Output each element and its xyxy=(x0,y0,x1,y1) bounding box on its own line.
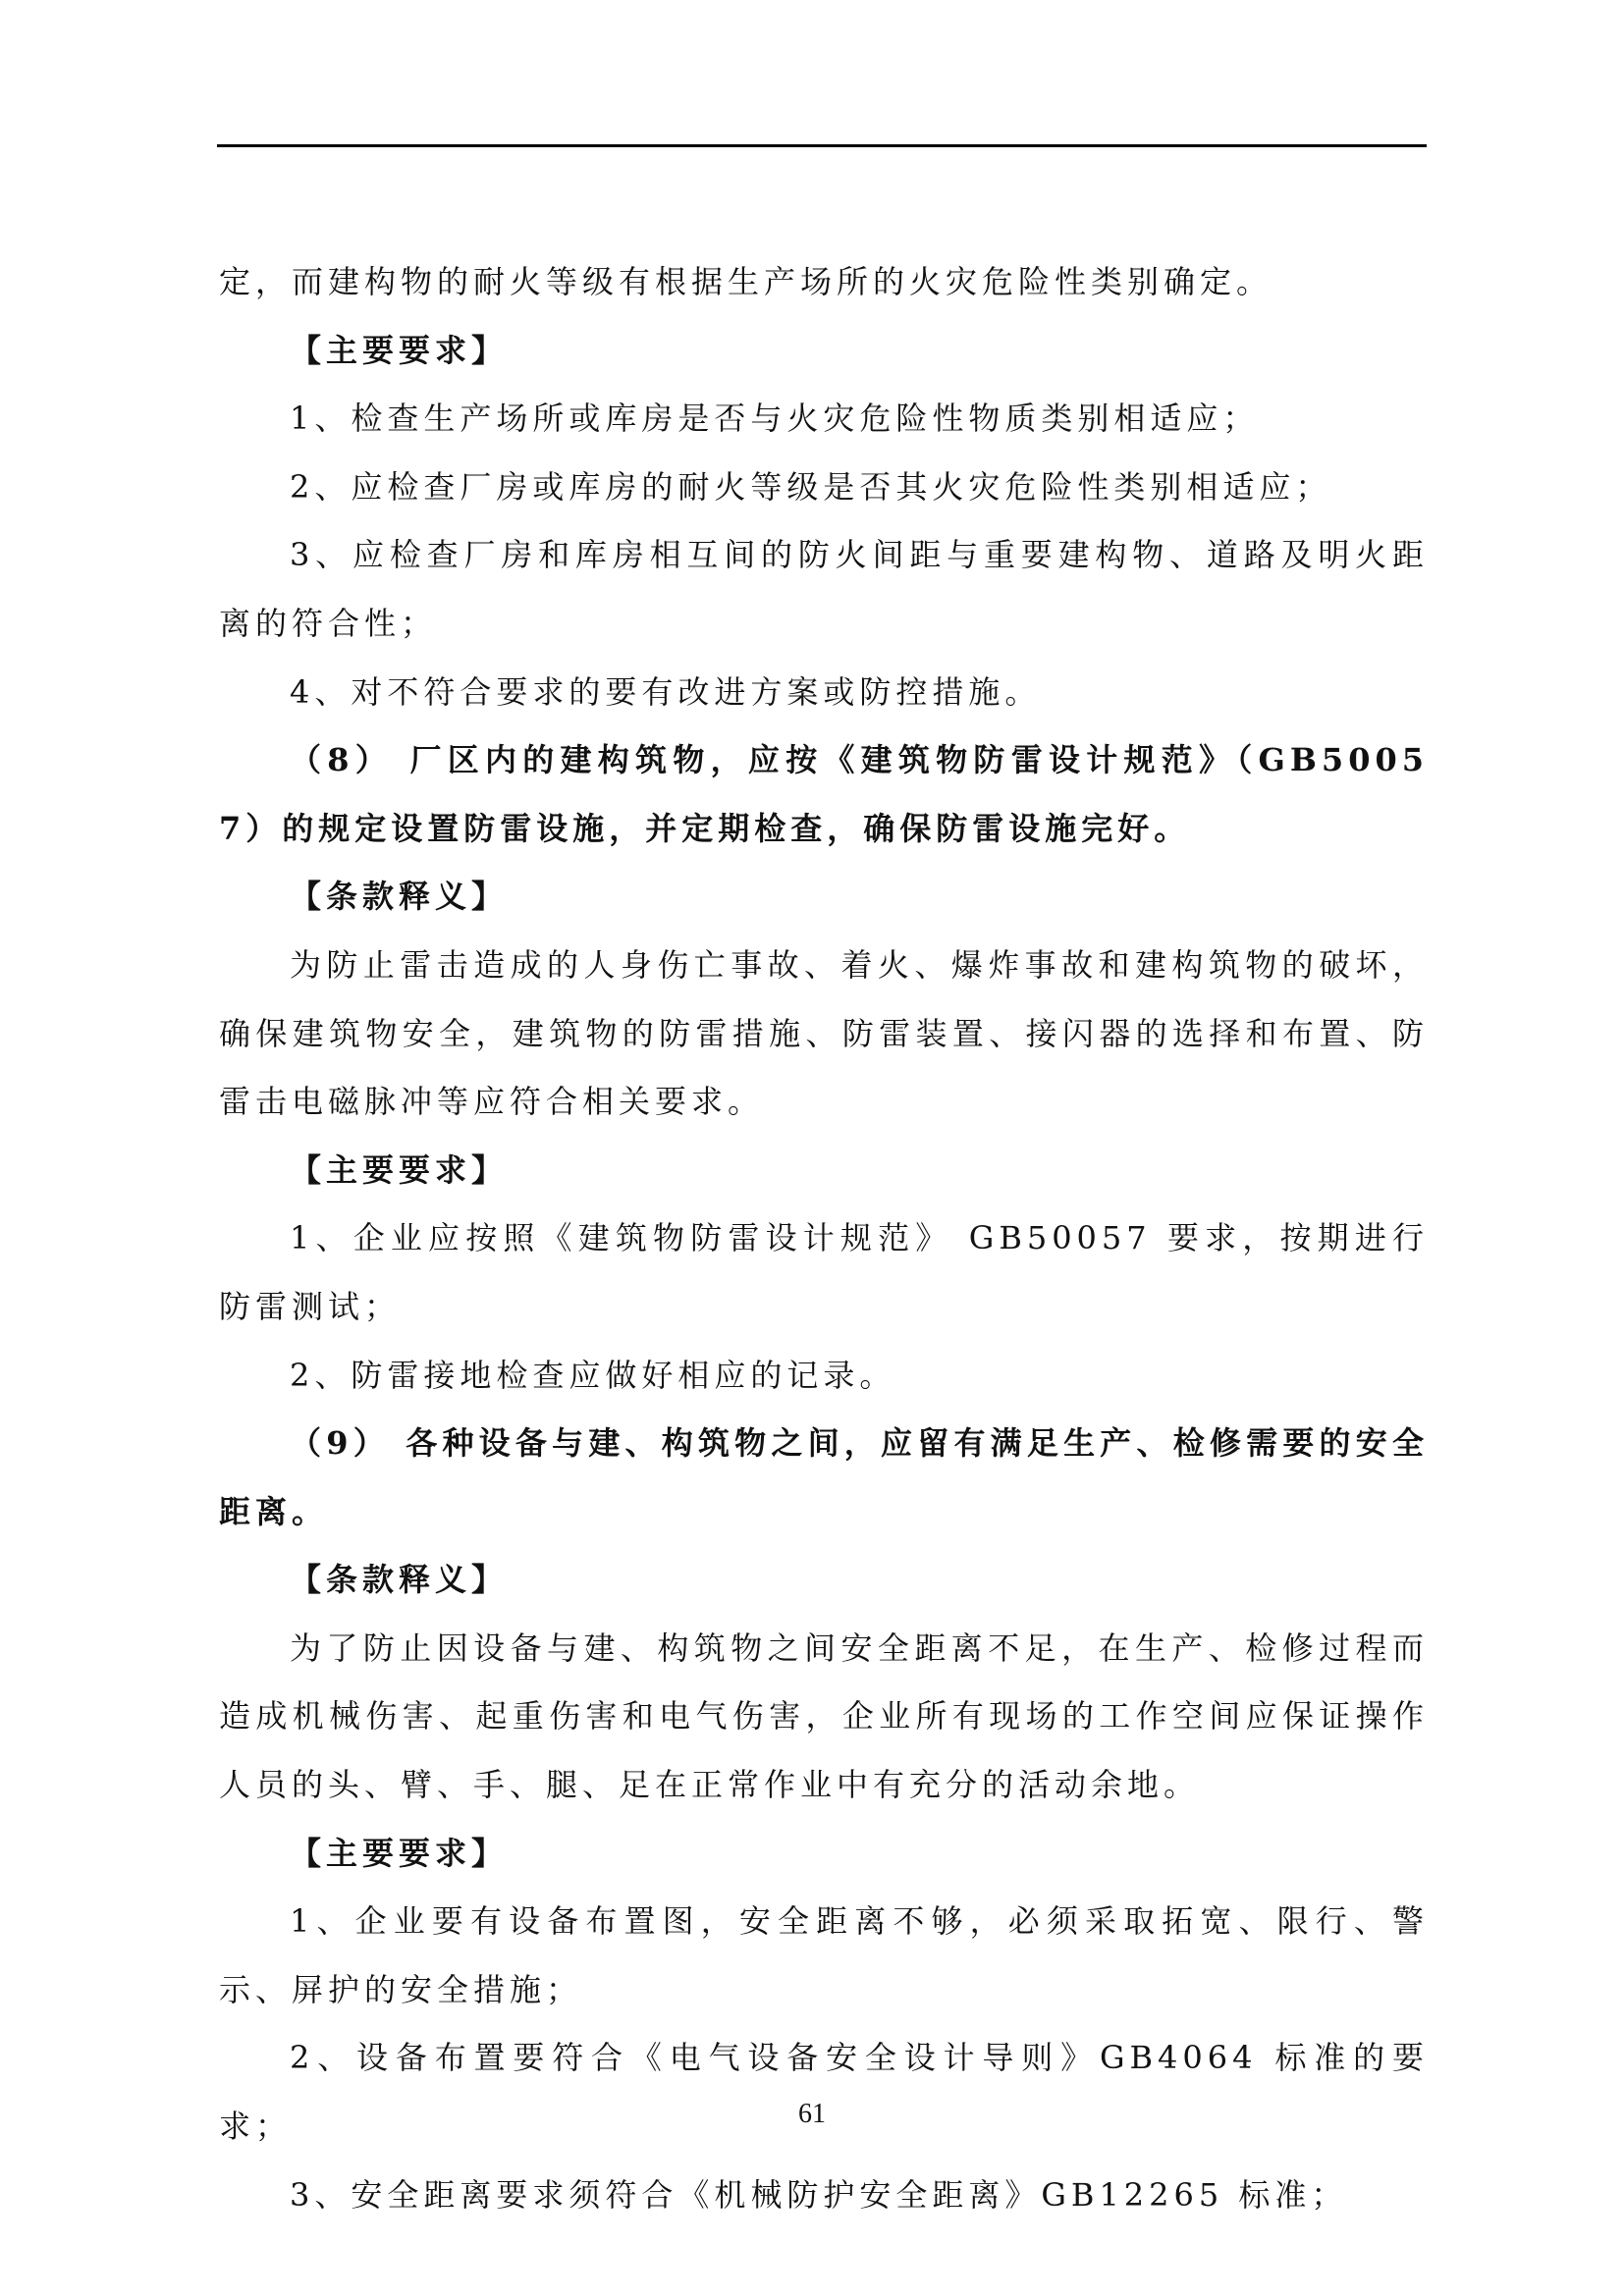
requirement-item: 2、应检查厂房或库房的耐火等级是否其火灾危险性类别相适应； xyxy=(290,467,1332,506)
clause-8-heading: （8） 厂区内的建构筑物，应按《建筑物防雷设计规范》（GB50057）的规定设置防雷设施，并定期检查，确保防雷设施完好。 xyxy=(219,741,1429,847)
paragraph-continuation: 定，而建构物的耐火等级有根据生产场所的火灾危险性类别确定。 xyxy=(219,263,1273,300)
requirement-item: 2、设备布置要符合《电气设备安全设计导则》GB4064 标准的要求； xyxy=(219,2039,1429,2146)
section-heading-main-requirements: 【主要要求】 xyxy=(290,331,509,369)
section-heading-main-requirements: 【主要要求】 xyxy=(290,1834,509,1872)
interpretation-paragraph: 为防止雷击造成的人身伤亡事故、着火、爆炸事故和建构筑物的破坏，确保建筑物安全，建筑物的防雷措施、防雷装置、接闪器的选择和布置、防雷击电磁脉冲等应符合相关要求。 xyxy=(219,945,1429,1121)
interpretation-paragraph: 为了防止因设备与建、构筑物之间安全距离不足，在生产、检修过程而造成机械伤害、起重伤害和电气伤害，企业所有现场的工作空间应保证操作人员的头、臂、手、腿、足在正常作业中有充分的活动余地。 xyxy=(219,1629,1429,1804)
section-heading-clause-interpretation: 【条款释义】 xyxy=(290,1561,509,1599)
requirement-item: 1、检查生产场所或库房是否与火灾危险性物质类别相适应； xyxy=(290,400,1260,438)
requirement-item: 3、应检查厂房和库房相互间的防火间距与重要建构物、道路及明火距离的符合性； xyxy=(219,536,1429,642)
requirement-item: 4、对不符合要求的要有改进方案或防控措施。 xyxy=(290,672,1042,711)
clause-9-heading: （9） 各种设备与建、构筑物之间，应留有满足生产、检修需要的安全距离。 xyxy=(219,1424,1429,1530)
page-number: 61 xyxy=(798,2099,826,2129)
requirement-item: 3、安全距离要求须符合《机械防护安全距离》GB12265 标准； xyxy=(290,2175,1348,2214)
document-body xyxy=(219,248,1429,2229)
requirement-item: 1、企业要有设备布置图，安全距离不够，必须采取拓宽、限行、警示、屏护的安全措施； xyxy=(219,1902,1429,2008)
requirement-item: 2、防雷接地检查应做好相应的记录。 xyxy=(290,1356,896,1394)
section-heading-clause-interpretation: 【条款释义】 xyxy=(290,878,509,916)
section-heading-main-requirements: 【主要要求】 xyxy=(290,1150,509,1189)
header-rule xyxy=(217,144,1427,147)
requirement-item: 1、企业应按照《建筑物防雷设计规范》 GB50057 要求，按期进行防雷测试； xyxy=(219,1219,1429,1325)
